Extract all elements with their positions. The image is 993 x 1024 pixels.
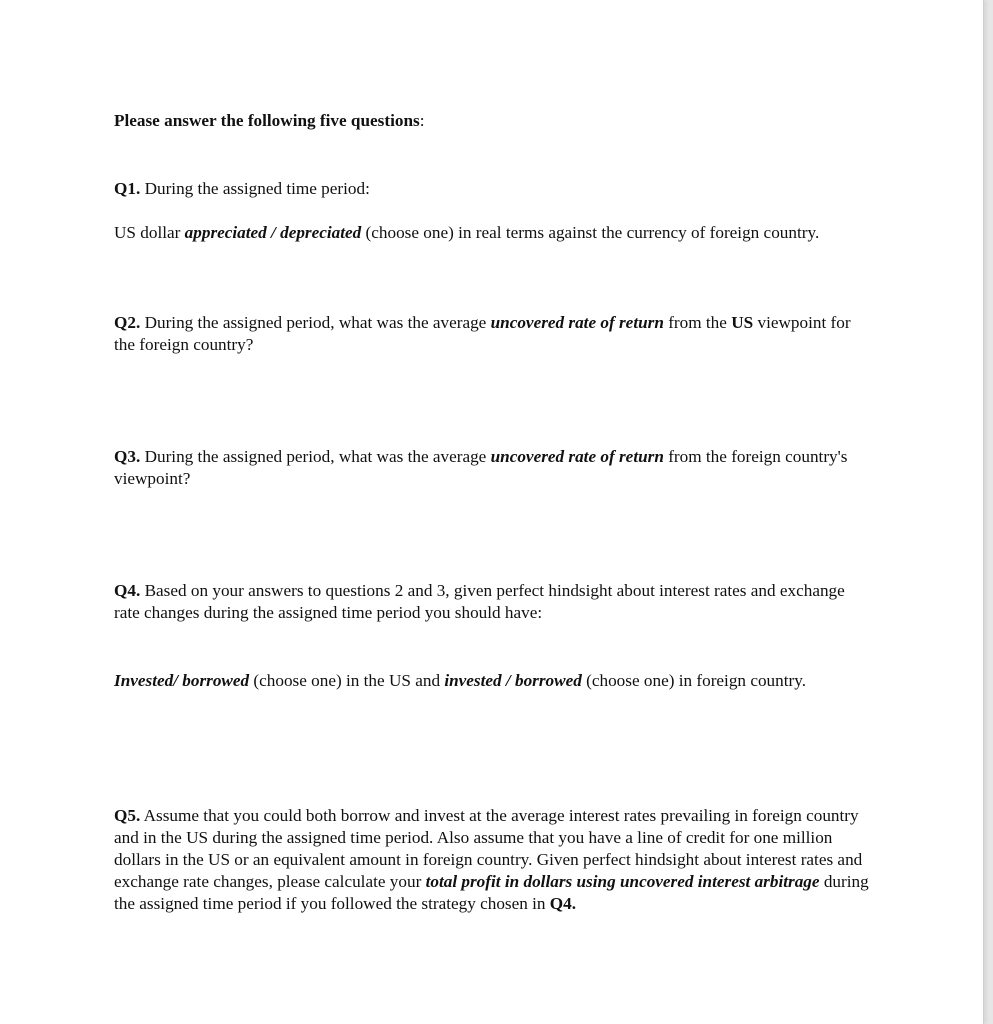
question-5-text-pre: Assume that you could both borrow and invest at the average interest rates prevailing in foreign country and in the US during the assigned time period. Also assume that you have a line of credit for one million dollars in the US or an equivalent amount in foreign country. Given perfect hindsight about interest rates and exchange rate changes, please calculate your <box>114 806 863 891</box>
question-2-text-post: viewpoint for the foreign country? <box>114 313 851 354</box>
question-2 <box>114 312 874 356</box>
question-4-text-post: (choose one) in foreign country. <box>581 671 807 690</box>
instructions-heading <box>114 110 874 132</box>
instructions-colon: : <box>419 111 425 130</box>
question-5-text-mid: during the assigned time period if you followed the strategy chosen in <box>114 872 869 913</box>
question-5 <box>114 805 874 915</box>
question-4-text-mid: (choose one) in the US and <box>249 671 445 690</box>
instructions-title: Please answer the following five questions <box>114 111 420 130</box>
question-1-body-post: (choose one) in real terms against the currency of foreign country. <box>361 223 820 242</box>
question-1-prompt <box>114 178 874 200</box>
question-3 <box>114 446 874 490</box>
question-1-prompt-text: During the assigned time period: <box>140 179 370 198</box>
question-2-text-mid: from the <box>663 313 732 332</box>
question-1-body <box>114 222 874 244</box>
question-4-body <box>114 670 874 692</box>
question-4-choice-1: Invested/ borrowed <box>114 671 250 690</box>
question-1-label: Q1. <box>114 179 141 198</box>
question-2-emphasis: uncovered rate of return <box>490 313 664 332</box>
question-2-text-pre: During the assigned period, what was the average <box>140 313 491 332</box>
question-5-ref: Q4. <box>549 894 577 913</box>
question-3-text-post: from the foreign country's viewpoint? <box>114 447 848 488</box>
question-2-label: Q2. <box>114 313 141 332</box>
question-4 <box>114 580 874 624</box>
question-3-label: Q3. <box>114 447 141 466</box>
question-1-choice: appreciated / depreciated <box>184 223 362 242</box>
question-5-emphasis: total profit in dollars using uncovered interest arbitrage <box>425 872 820 891</box>
question-1-body-pre: US dollar <box>114 223 185 242</box>
question-2-us: US <box>731 313 754 332</box>
question-5-label: Q5. <box>114 806 141 825</box>
question-3-emphasis: uncovered rate of return <box>490 447 664 466</box>
question-3-text-pre: During the assigned period, what was the average <box>140 447 491 466</box>
question-4-label: Q4. <box>114 581 141 600</box>
question-4-text: Based on your answers to questions 2 and 3, given perfect hindsight about interest rates and exchange rate changes during the assigned time period you should have: <box>114 581 845 622</box>
question-4-choice-2: invested / borrowed <box>444 671 582 690</box>
